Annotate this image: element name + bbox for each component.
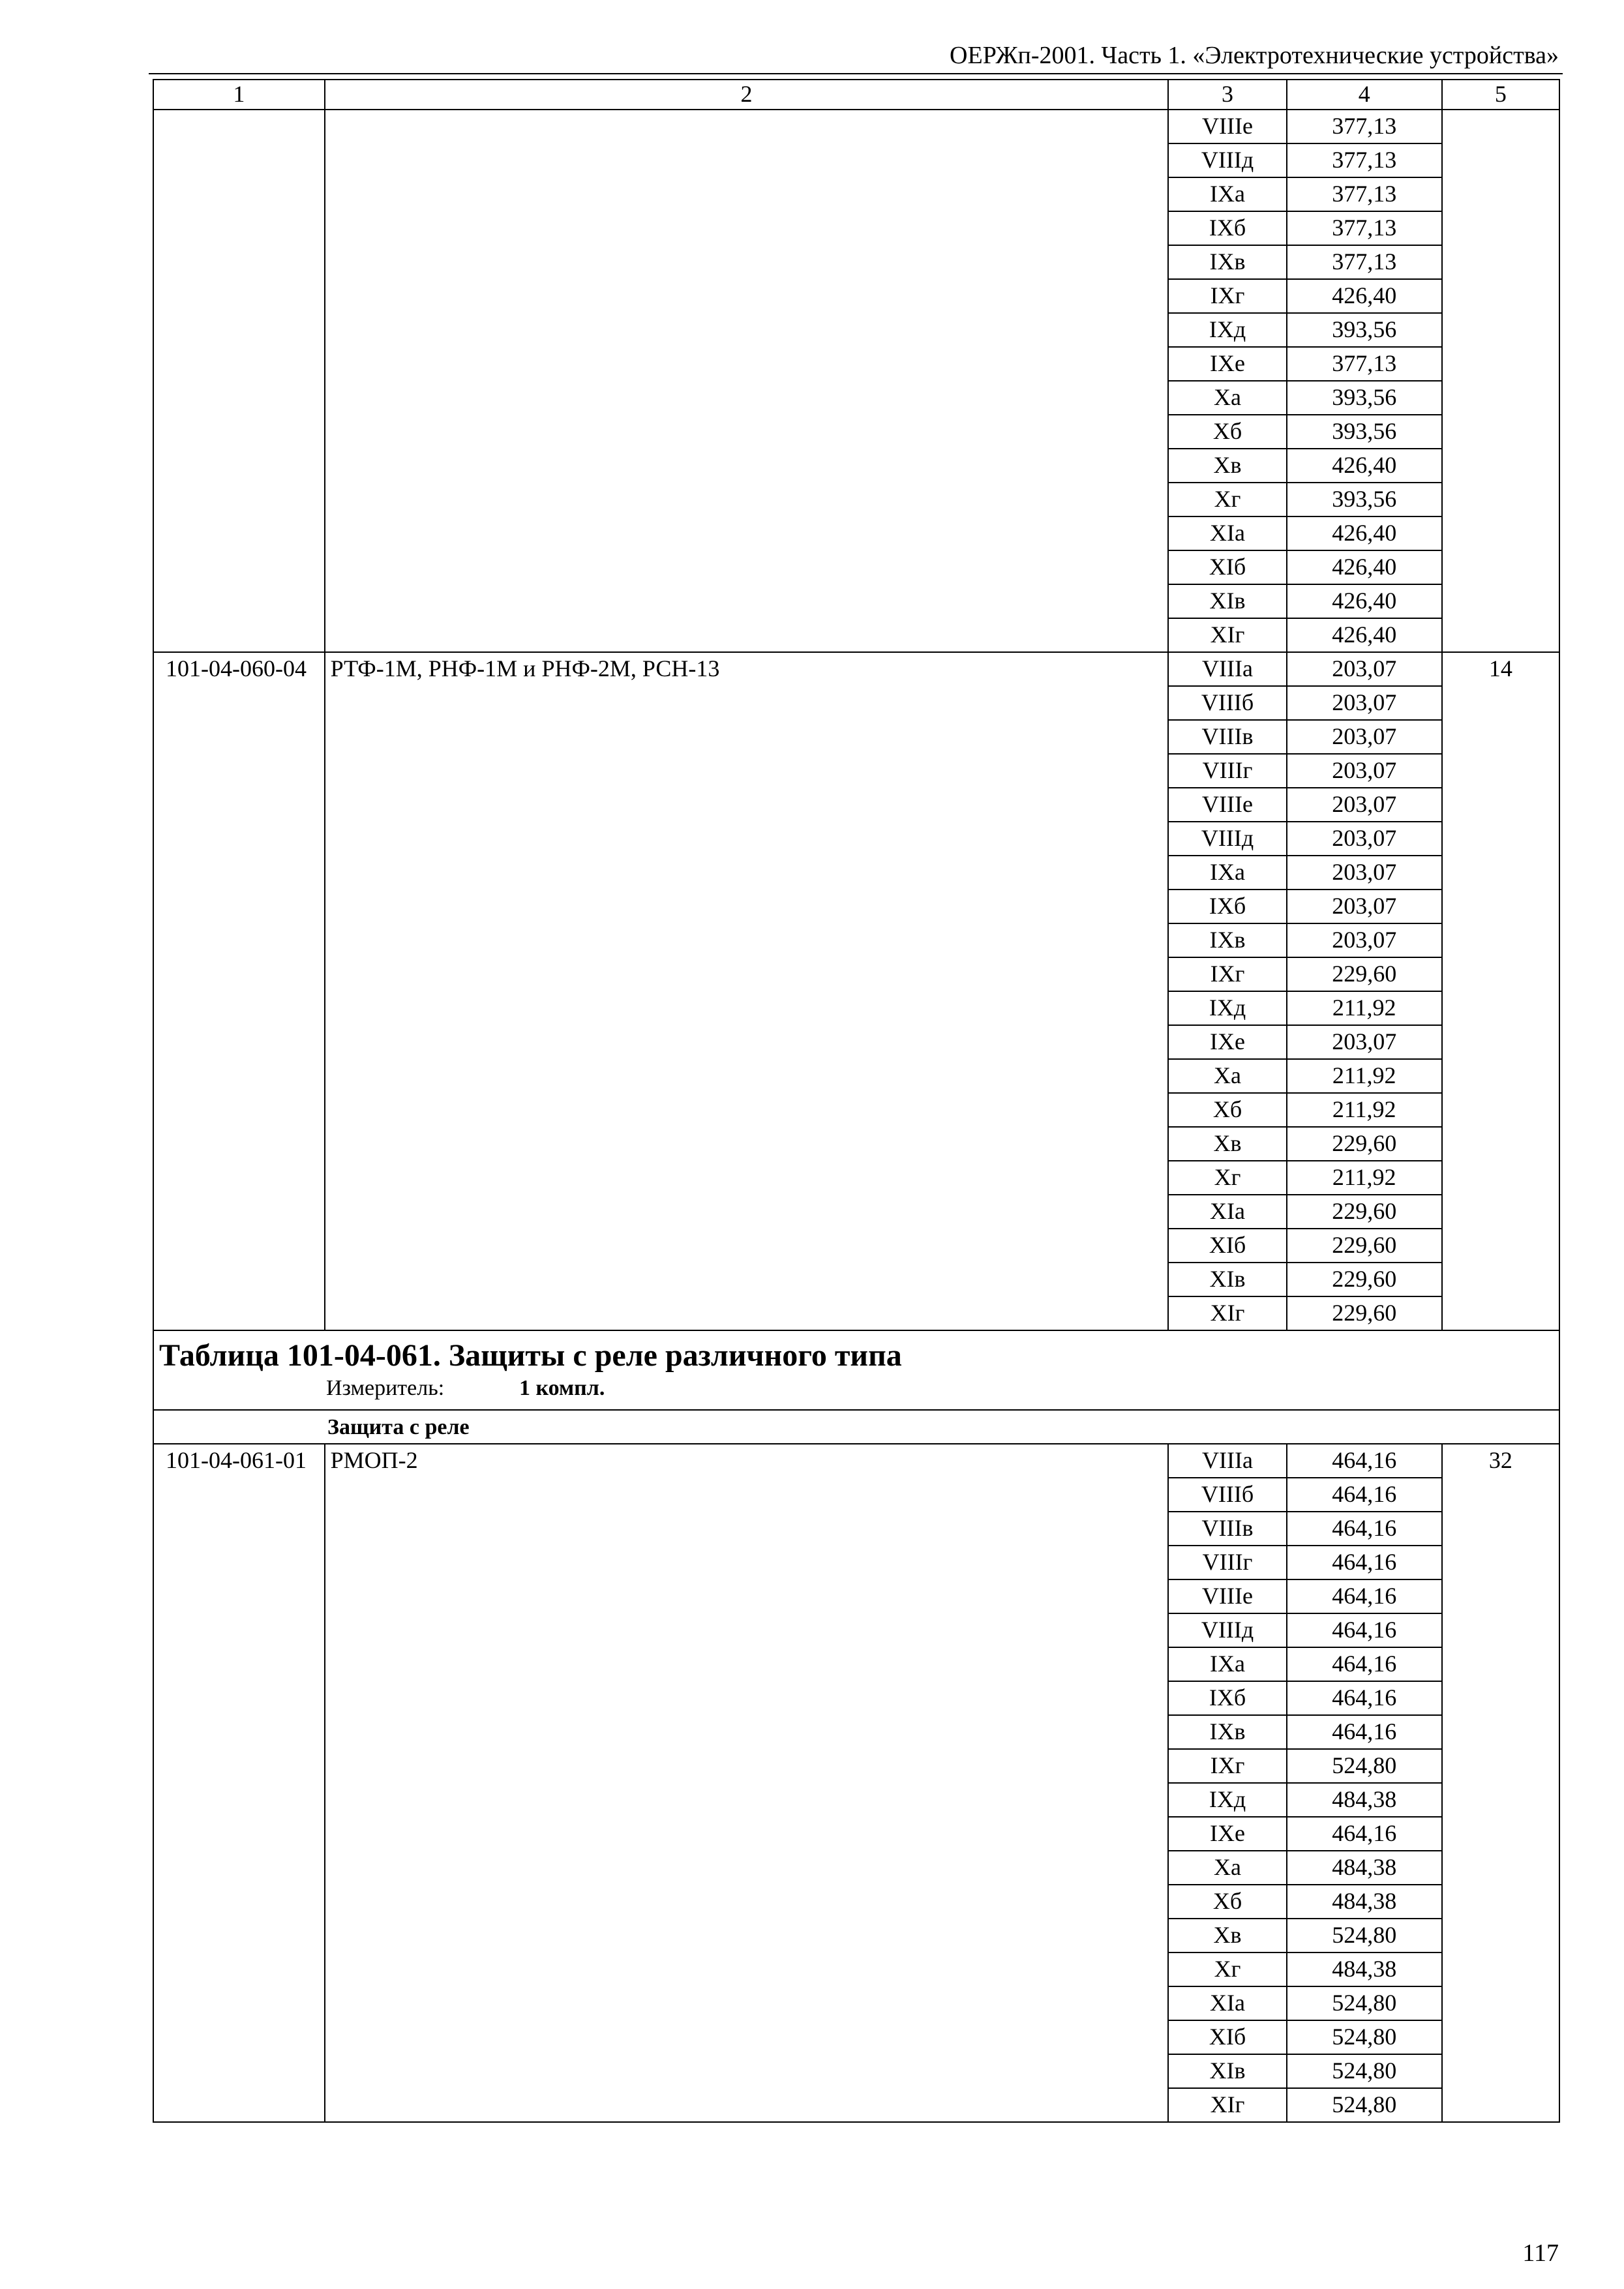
price-cell: 203,07 [1287, 788, 1442, 822]
price-cell: 229,60 [1287, 1195, 1442, 1229]
price-cell: 229,60 [1287, 957, 1442, 991]
zone-cell: VIIIе [1168, 788, 1286, 822]
price-cell: 377,13 [1287, 211, 1442, 245]
price-cell: 464,16 [1287, 1817, 1442, 1851]
price-cell: 524,80 [1287, 2088, 1442, 2122]
price-cell: 524,80 [1287, 1749, 1442, 1783]
header-rule [149, 73, 1563, 74]
price-cell: 377,13 [1287, 347, 1442, 381]
table-title-cell [153, 1330, 1559, 1410]
zone-cell: IXв [1168, 245, 1286, 279]
zone-cell: XIв [1168, 584, 1286, 618]
zone-cell: XIб [1168, 550, 1286, 584]
price-cell: 377,13 [1287, 110, 1442, 143]
table-row [153, 110, 1559, 143]
price-cell: 393,56 [1287, 415, 1442, 449]
price-cell: 393,56 [1287, 381, 1442, 415]
price-cell: 464,16 [1287, 1478, 1442, 1512]
price-table [153, 79, 1560, 2123]
zone-cell: Xб [1168, 1093, 1286, 1127]
item-code: 101-04-060-04 [153, 652, 325, 1330]
price-cell: 203,07 [1287, 923, 1442, 957]
table-row [153, 652, 1559, 686]
zone-cell: Xб [1168, 415, 1286, 449]
zone-cell: Xа [1168, 1059, 1286, 1093]
price-cell: 464,16 [1287, 1647, 1442, 1681]
price-cell: 377,13 [1287, 245, 1442, 279]
item-code [153, 110, 325, 652]
zone-cell: IXг [1168, 1749, 1286, 1783]
zone-cell: IXа [1168, 177, 1286, 211]
zone-cell: XIа [1168, 1986, 1286, 2020]
zone-cell: VIIIд [1168, 143, 1286, 177]
price-cell: 464,16 [1287, 1444, 1442, 1478]
price-cell: 229,60 [1287, 1229, 1442, 1263]
price-cell: 524,80 [1287, 2054, 1442, 2088]
price-cell: 524,80 [1287, 2020, 1442, 2054]
zone-cell: IXг [1168, 279, 1286, 313]
zone-cell: Xг [1168, 1952, 1286, 1986]
zone-cell: IXб [1168, 1681, 1286, 1715]
item-code: 101-04-061-01 [153, 1444, 325, 2122]
price-cell: 229,60 [1287, 1296, 1442, 1330]
price-cell: 203,07 [1287, 720, 1442, 754]
zone-cell: VIIIб [1168, 1478, 1286, 1512]
zone-cell: VIIIб [1168, 686, 1286, 720]
labor-cell: 14 [1442, 652, 1559, 1330]
item-name [325, 110, 1169, 652]
price-cell: 393,56 [1287, 313, 1442, 347]
zone-cell: XIв [1168, 1263, 1286, 1296]
zone-cell: Xа [1168, 1851, 1286, 1885]
price-cell: 484,38 [1287, 1851, 1442, 1885]
price-cell: 203,07 [1287, 652, 1442, 686]
price-cell: 203,07 [1287, 754, 1442, 788]
price-cell: 524,80 [1287, 1986, 1442, 2020]
zone-cell: IXб [1168, 211, 1286, 245]
zone-cell: IXб [1168, 890, 1286, 923]
price-cell: 464,16 [1287, 1512, 1442, 1546]
column-number-3: 3 [1168, 80, 1286, 110]
labor-cell: 32 [1442, 1444, 1559, 2122]
column-number-5: 5 [1442, 80, 1559, 110]
price-cell: 426,40 [1287, 584, 1442, 618]
price-cell: 393,56 [1287, 483, 1442, 516]
zone-cell: IXе [1168, 347, 1286, 381]
price-cell: 203,07 [1287, 856, 1442, 890]
zone-cell: Xв [1168, 449, 1286, 483]
zone-cell: XIг [1168, 1296, 1286, 1330]
price-cell: 377,13 [1287, 177, 1442, 211]
zone-cell: XIг [1168, 618, 1286, 652]
zone-cell: XIа [1168, 1195, 1286, 1229]
column-number-1: 1 [153, 80, 325, 110]
zone-cell: IXе [1168, 1025, 1286, 1059]
section-title: Защита с реле [327, 1415, 470, 1439]
price-cell: 211,92 [1287, 1059, 1442, 1093]
zone-cell: VIIIа [1168, 1444, 1286, 1478]
table-title: Таблица 101-04-061. Защиты с реле различного типа [159, 1338, 902, 1373]
price-cell: 464,16 [1287, 1715, 1442, 1749]
zone-cell: IXа [1168, 1647, 1286, 1681]
price-cell: 484,38 [1287, 1783, 1442, 1817]
zone-cell: VIIIд [1168, 1613, 1286, 1647]
zone-cell: XIа [1168, 516, 1286, 550]
price-cell: 203,07 [1287, 822, 1442, 856]
zone-cell: IXг [1168, 957, 1286, 991]
zone-cell: XIв [1168, 2054, 1286, 2088]
zone-cell: XIг [1168, 2088, 1286, 2122]
zone-cell: VIIIа [1168, 652, 1286, 686]
section-cell [153, 1410, 1559, 1444]
zone-cell: Xв [1168, 1919, 1286, 1952]
zone-cell: VIIIе [1168, 110, 1286, 143]
price-cell: 464,16 [1287, 1613, 1442, 1647]
measure-value: 1 компл. [519, 1376, 605, 1400]
price-cell: 484,38 [1287, 1885, 1442, 1919]
page-number: 117 [1522, 2239, 1559, 2267]
price-cell: 229,60 [1287, 1127, 1442, 1161]
running-head: ОЕРЖп-2001. Часть 1. «Электротехнические устройства» [950, 42, 1559, 69]
measure-label: Измеритель: [326, 1376, 445, 1400]
zone-cell: IXв [1168, 923, 1286, 957]
price-cell: 484,38 [1287, 1952, 1442, 1986]
price-cell: 229,60 [1287, 1263, 1442, 1296]
zone-cell: IXв [1168, 1715, 1286, 1749]
zone-cell: XIб [1168, 1229, 1286, 1263]
table-row [153, 1444, 1559, 1478]
zone-cell: VIIIе [1168, 1579, 1286, 1613]
price-cell: 524,80 [1287, 1919, 1442, 1952]
zone-cell: VIIIв [1168, 720, 1286, 754]
price-cell: 426,40 [1287, 449, 1442, 483]
zone-cell: IXд [1168, 1783, 1286, 1817]
column-number-row [153, 80, 1559, 110]
price-cell: 211,92 [1287, 1161, 1442, 1195]
zone-cell: Xг [1168, 483, 1286, 516]
table-title-row [153, 1330, 1559, 1410]
zone-cell: VIIIд [1168, 822, 1286, 856]
zone-cell: VIIIг [1168, 754, 1286, 788]
price-cell: 426,40 [1287, 516, 1442, 550]
price-cell: 426,40 [1287, 279, 1442, 313]
section-row [153, 1410, 1559, 1444]
price-cell: 464,16 [1287, 1681, 1442, 1715]
item-name: РТФ-1М, РНФ-1М и РНФ-2М, РСН-13 [325, 652, 1169, 1330]
column-number-2: 2 [325, 80, 1169, 110]
price-cell: 426,40 [1287, 618, 1442, 652]
price-cell: 211,92 [1287, 1093, 1442, 1127]
price-cell: 203,07 [1287, 686, 1442, 720]
column-number-4: 4 [1287, 80, 1442, 110]
zone-cell: Xа [1168, 381, 1286, 415]
zone-cell: IXе [1168, 1817, 1286, 1851]
zone-cell: XIб [1168, 2020, 1286, 2054]
zone-cell: VIIIв [1168, 1512, 1286, 1546]
zone-cell: Xг [1168, 1161, 1286, 1195]
price-cell: 464,16 [1287, 1546, 1442, 1579]
zone-cell: Xв [1168, 1127, 1286, 1161]
price-cell: 211,92 [1287, 991, 1442, 1025]
zone-cell: IXд [1168, 313, 1286, 347]
price-cell: 464,16 [1287, 1579, 1442, 1613]
zone-cell: IXа [1168, 856, 1286, 890]
item-name: РМОП-2 [325, 1444, 1169, 2122]
zone-cell: Xб [1168, 1885, 1286, 1919]
measure-line [154, 1374, 1559, 1403]
zone-cell: VIIIг [1168, 1546, 1286, 1579]
price-cell: 203,07 [1287, 890, 1442, 923]
price-cell: 203,07 [1287, 1025, 1442, 1059]
labor-cell [1442, 110, 1559, 652]
price-table-body [153, 80, 1559, 2122]
price-cell: 426,40 [1287, 550, 1442, 584]
price-cell: 377,13 [1287, 143, 1442, 177]
zone-cell: IXд [1168, 991, 1286, 1025]
